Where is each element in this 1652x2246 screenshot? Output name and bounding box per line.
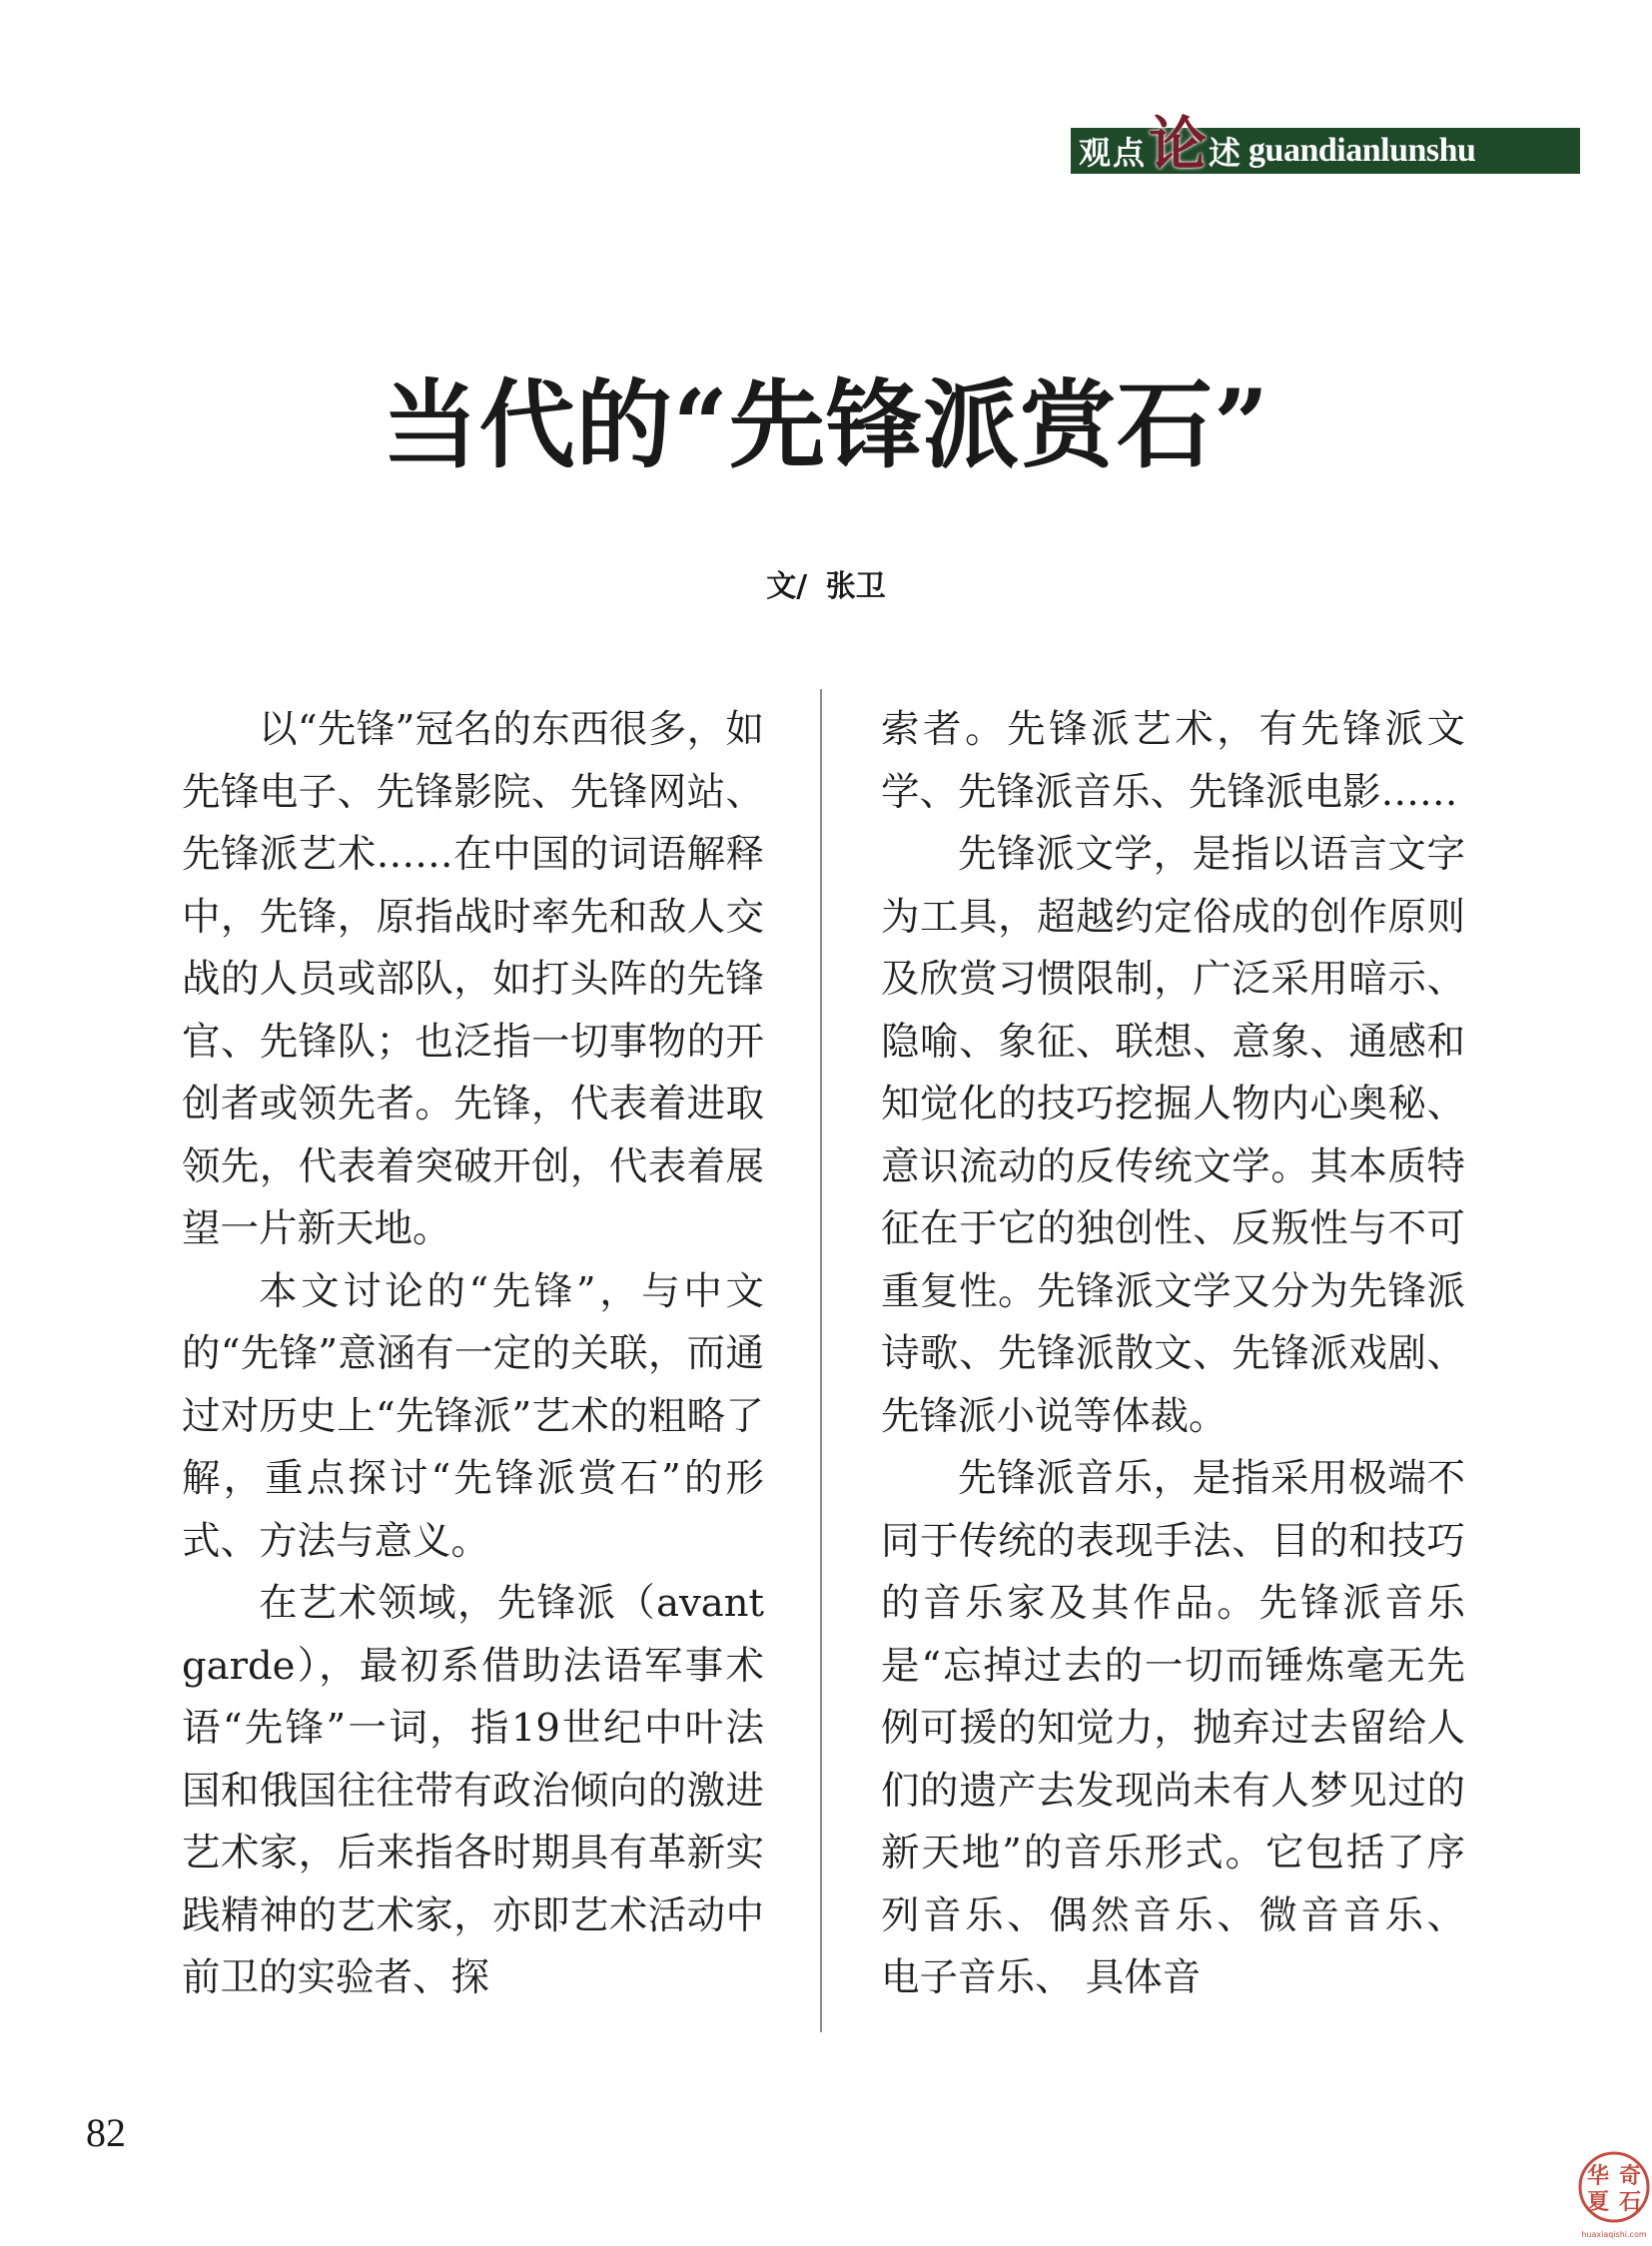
article-byline — [0, 561, 1652, 605]
byline-author: 张卫 — [825, 569, 886, 604]
svg-text:华: 华 — [1586, 2164, 1610, 2189]
paragraph-continuation: 索者。先锋派艺术，有先锋派文学、先锋派音乐、先锋派电影…… — [881, 707, 1465, 815]
svg-text:石: 石 — [1618, 2190, 1642, 2215]
paragraph: 本文讨论的“先锋”，与中文的“先锋”意涵有一定的关联，而通过对历史上“先锋派”艺术的粗略了解，重点探讨“先锋派赏石”的形式、方法与意义。 — [182, 1268, 764, 1564]
right-column — [881, 699, 1465, 2010]
svg-text:huaxiaqishi.com: huaxiaqishi.com — [1581, 2230, 1647, 2239]
article-title: 当代的“先锋派赏石” — [382, 369, 1270, 481]
svg-text:夏: 夏 — [1586, 2190, 1610, 2215]
column-divider — [820, 689, 822, 2032]
paragraph: 在艺术领域，先锋派（avant garde），最初系借助法语军事术语“先锋”一词，指19世纪中叶法国和俄国往往带有政治倾向的激进艺术家，后来指各时期具有革新实践精神的艺术家，亦即艺术活动中前卫的实验者、探 — [182, 1581, 764, 2000]
byline-prefix: 文/ — [766, 569, 808, 604]
section-banner — [1071, 110, 1580, 178]
watermark-logo — [1576, 2147, 1652, 2242]
banner-label-left: 观点 — [1079, 134, 1148, 172]
paragraph: 先锋派文学，是指以语言文字为工具，超越约定俗成的创作原则及欣赏习惯限制，广泛采用暗示、隐喻、象征、联想、意象、通感和知觉化的技巧挖掘人物内心奥秘、意识流动的反传统文学。其本质特征在于它的独创性、反叛性与不可重复性。先锋派文学又分为先锋派诗歌、先锋派散文、先锋派戏剧、先锋派小说等体裁。 — [881, 832, 1465, 1439]
paragraph: 先锋派音乐，是指采用极端不同于传统的表现手法、目的和技巧的音乐家及其作品。先锋派音乐是“忘掉过去的一切而锤炼毫无先例可援的知觉力，抛弃过去留给人们的遗产去发现尚未有人梦见过的新天地”的音乐形式。它包括了序列音乐、偶然音乐、微音音乐、 电子音乐、 具体音 — [881, 1456, 1465, 2000]
paragraph: 以“先锋”冠名的东西很多，如先锋电子、先锋影院、先锋网站、先锋派艺术……在中国的词语解释中，先锋，原指战时率先和敌人交战的人员或部队，如打头阵的先锋官、先锋队；也泛指一切事物的开创者或领先者。先锋，代表着进取领先，代表着突破开创，代表着展望一片新天地。 — [182, 707, 764, 1251]
svg-text:奇: 奇 — [1618, 2164, 1642, 2189]
seal-icon — [1576, 2147, 1652, 2242]
banner-pinyin: guandianlunshu — [1248, 132, 1476, 169]
banner-label-right: 述 — [1209, 134, 1243, 172]
left-column — [182, 699, 764, 2010]
page-number: 82 — [86, 2110, 126, 2155]
banner-label-big: 论 — [1149, 110, 1208, 178]
